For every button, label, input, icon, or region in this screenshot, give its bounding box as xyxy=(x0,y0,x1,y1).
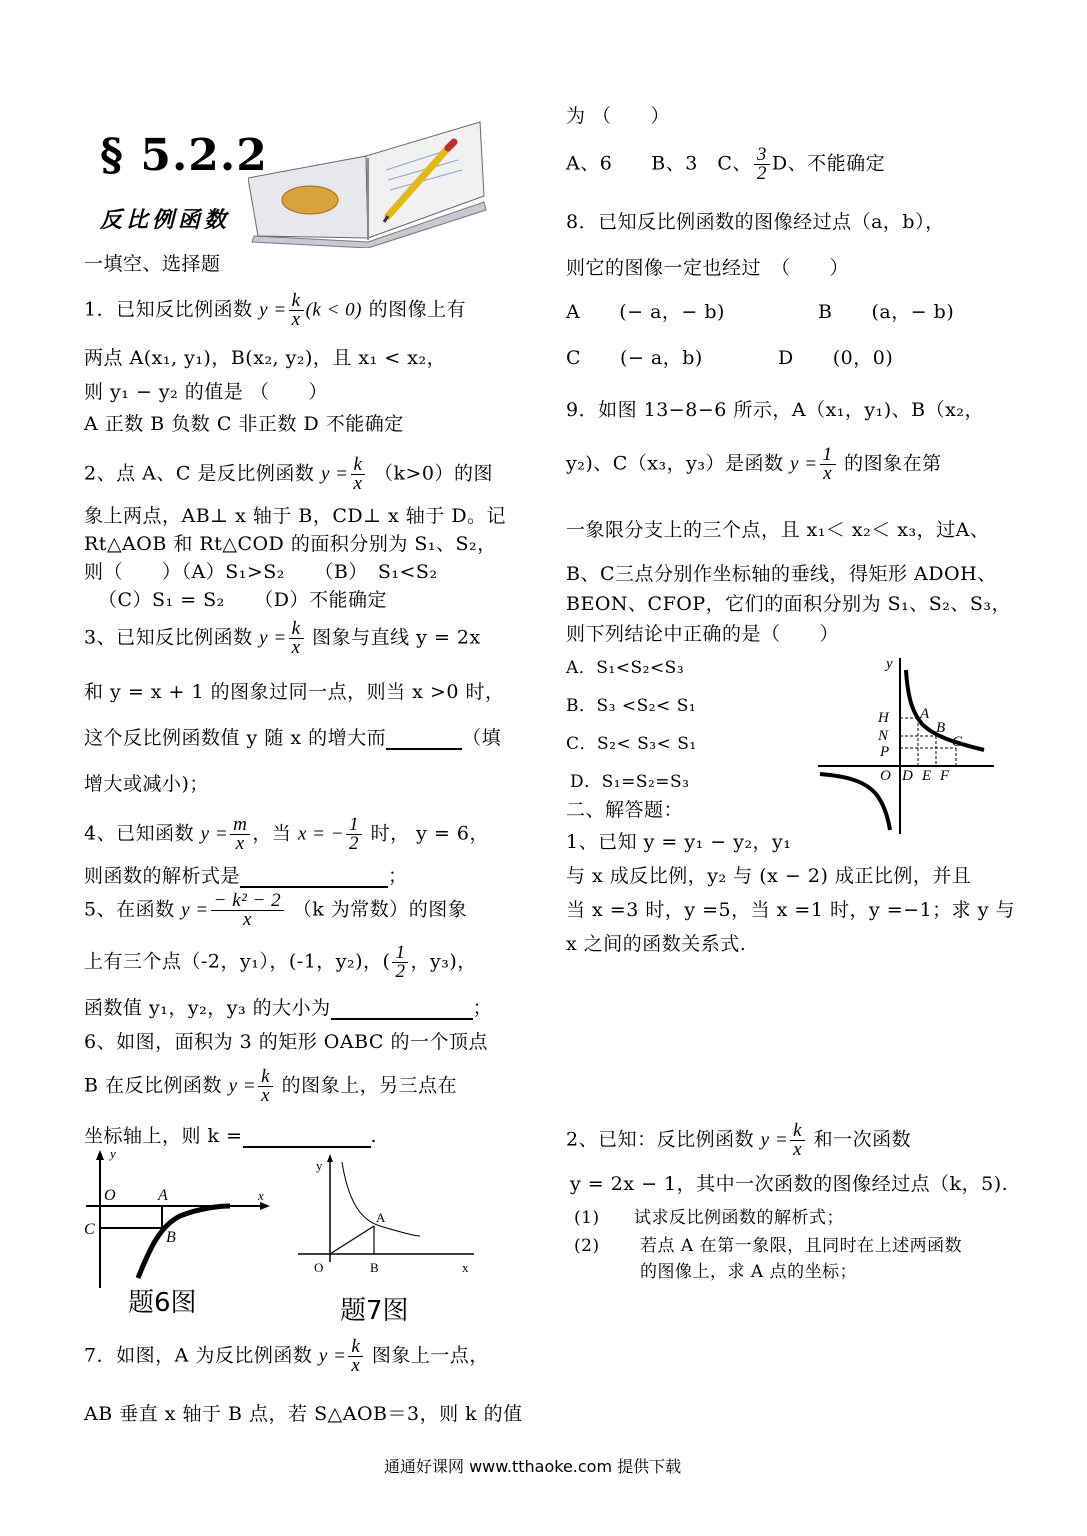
q2-line4: 则（ ）（A）S₁>S₂ （B） S₁<S₂ xyxy=(84,561,438,583)
q6-line1: 6、如图，面积为 3 的矩形 OABC 的一个顶点 xyxy=(84,1031,488,1053)
figure-9 xyxy=(814,650,1000,836)
fig9-label-c: C xyxy=(952,734,963,750)
q3-line4: 增大或减小)； xyxy=(84,773,209,795)
fig9-label-y: y xyxy=(886,656,893,672)
fig7-label-o: O xyxy=(314,1260,324,1275)
fig6-label-b: B xyxy=(166,1229,176,1246)
p1-line4: x 之间的函数关系式. xyxy=(566,933,747,955)
q7-line2: AB 垂直 x 轴于 B 点，若 S△AOB＝3，则 k 的值 xyxy=(84,1403,523,1425)
page-subtitle: 反比例函数 xyxy=(100,208,231,233)
fig9-label-b: B xyxy=(936,720,946,736)
p1-line1: 1、已知 y = y₁ − y₂，y₁ xyxy=(566,831,792,853)
fig7-caption: 题7图 xyxy=(340,1296,409,1326)
q3-line3: 这个反比例函数值 y 随 x 的增大而 （填 xyxy=(84,727,502,749)
section2-title: 二、解答题： xyxy=(566,799,684,821)
fig6-label-y: y xyxy=(110,1148,116,1161)
q7-line1: 7．如图，A 为反比例函数 y = $\frac{k}{x}$ 图象上一点， xyxy=(84,1336,489,1376)
fig6-label-x: x xyxy=(258,1188,264,1203)
p1-line2: 与 x 成反比例，y₂ 与 (x − 2) 成正比例，并且 xyxy=(566,865,972,887)
section1-title: 一填空、选择题 xyxy=(84,253,221,275)
p2-sub1: 试求反比例函数的解析式； xyxy=(634,1208,844,1228)
p1-line3: 当 x =3 时，y =5，当 x =1 时，y =−1；求 y 与 xyxy=(566,899,1015,921)
q9-opt-a: A．S₁<S₂<S₃ xyxy=(566,658,685,678)
q8-line1: 8．已知反比例函数的图像经过点（a，b）， xyxy=(566,211,945,233)
q9-opt-c: C．S₂< S₃< S₁ xyxy=(566,734,697,754)
q5-line3: 函数值 y₁，y₂，y₃ 的大小为 ； xyxy=(84,997,493,1019)
q1-line3: 则 y₁ − y₂ 的值是 （ ） xyxy=(84,381,328,403)
fig7-label-a: A xyxy=(376,1210,386,1225)
q3-line2: 和 y = x + 1 的图象过同一点，则当 x >0 时， xyxy=(84,681,505,703)
fig9-label-p: P xyxy=(880,744,890,760)
fig7-label-b: B xyxy=(370,1260,379,1275)
fig9-label-f: F xyxy=(940,768,950,784)
q5-line1: 5、在函数 y = $\frac{\text{− k² − 2}}{x}$ （k 为常数）的图象 xyxy=(84,890,468,930)
q3-line1: 3、已知反比例函数 y = $\frac{k}{x}$ 图象与直线 y = 2x xyxy=(84,618,481,658)
p2-line1: 2、已知：反比例函数 y = $\frac{k}{x}$ 和一次函数 xyxy=(566,1120,912,1160)
q8-opt-a: A (− a，− b) xyxy=(566,301,725,323)
fig9-label-a: A xyxy=(920,706,930,722)
book-illustration xyxy=(248,118,488,248)
q2-line5: （C）S₁ = S₂ （D）不能确定 xyxy=(98,589,388,611)
q2-line1: 2、点 A、C 是反比例函数 y = $\frac{k}{x}$ （k>0）的图 xyxy=(84,454,494,494)
fig9-label-n: N xyxy=(878,728,889,744)
p2-sub2-num: (2) xyxy=(574,1236,600,1256)
fig9-label-e: E xyxy=(922,768,932,784)
figure-7 xyxy=(290,1150,480,1280)
q9-opt-b: B．S₃ <S₂< S₁ xyxy=(566,696,697,716)
figure-6 xyxy=(80,1148,280,1288)
page-footer: 通通好课网 www.tthaoke.com 提供下载 xyxy=(384,1457,682,1476)
q6-line2: B 在反比例函数 y = $\frac{k}{x}$ 的图象上，另三点在 xyxy=(84,1066,458,1106)
q6-line3: 坐标轴上，则 k = . xyxy=(84,1125,378,1147)
q8-opt-d: D (0，0) xyxy=(778,347,894,369)
p2-sub2-b: 的图像上，求 A 点的坐标； xyxy=(640,1262,858,1282)
q4-line2: 则函数的解析式是 ； xyxy=(84,865,408,887)
q9-opt-d: D．S₁=S₂=S₃ xyxy=(570,772,690,792)
q8-line2: 则它的图像一定也经过 （ ） xyxy=(566,257,850,279)
q9-line4: B、C三点分别作坐标轴的垂线，得矩形 ADOH、 xyxy=(566,563,997,585)
fig9-label-d: D xyxy=(902,768,913,784)
p2-line2: y = 2x − 1，其中一次函数的图像经过点（k，5). xyxy=(570,1173,1009,1195)
p2-sub2-a: 若点 A 在第一象限，且同时在上述两函数 xyxy=(640,1236,963,1256)
q1-line2: 两点 A(x₁, y₁)，B(x₂, y₂)，且 x₁ < x₂， xyxy=(84,347,447,369)
fig6-label-c: C xyxy=(84,1221,95,1238)
fig7-label-y: y xyxy=(316,1158,323,1173)
fig6-label-o: O xyxy=(104,1187,116,1204)
q9-line1: 9．如图 13−8−6 所示，A（x₁，y₁)、B（x₂， xyxy=(566,399,984,421)
fig7-label-x: x xyxy=(462,1260,469,1275)
q2-line2: 象上两点，AB⊥ x 轴于 B，CD⊥ x 轴于 D。记 xyxy=(84,505,507,527)
section-number: § 5.2.2 xyxy=(100,130,268,181)
fig9-label-o: O xyxy=(880,768,891,784)
q8-opt-b: B (a，− b) xyxy=(818,301,955,323)
q9-line3: 一象限分支上的三个点，且 x₁＜ x₂＜ x₃，过A、 xyxy=(566,519,990,541)
q8-opt-c: C (− a，b) xyxy=(566,347,703,369)
q7-options: A、6 B、3 C、 $\frac{3}{2}$ D、不能确定 xyxy=(566,144,886,184)
fig9-label-h: H xyxy=(878,710,889,726)
q7-line3: 为 （ ） xyxy=(566,105,671,127)
q9-line6: 则下列结论中正确的是（ ） xyxy=(566,623,840,645)
q5-line2: 上有三个点（-2，y₁），(-1，y₂)，( $\frac{1}{2}$ ，y₃)， xyxy=(84,942,477,982)
q9-line5: BEON、CFOP，它们的面积分别为 S₁、S₂、S₃， xyxy=(566,593,1012,615)
p2-sub1-num: (1) xyxy=(574,1208,600,1228)
q1-line1: 1．已知反比例函数 y = $\frac{k}{x}$ (k < 0) 的图像上有 xyxy=(84,290,467,330)
fig6-label-a: A xyxy=(158,1187,168,1204)
fig6-caption: 题6图 xyxy=(128,1288,197,1318)
q4-line1: 4、已知函数 y = $\frac{m}{x}$ ，当 x = − $\frac{1}{2}$ 时， y = 6， xyxy=(84,814,489,854)
q2-line3: Rt△AOB 和 Rt△COD 的面积分别为 S₁、S₂， xyxy=(84,533,497,555)
q9-line2: y₂)、C（x₃，y₃）是函数 y = $\frac{1}{x}$ 的图象在第 xyxy=(566,444,942,484)
q1-options: A 正数 B 负数 C 非正数 D 不能确定 xyxy=(84,413,404,435)
